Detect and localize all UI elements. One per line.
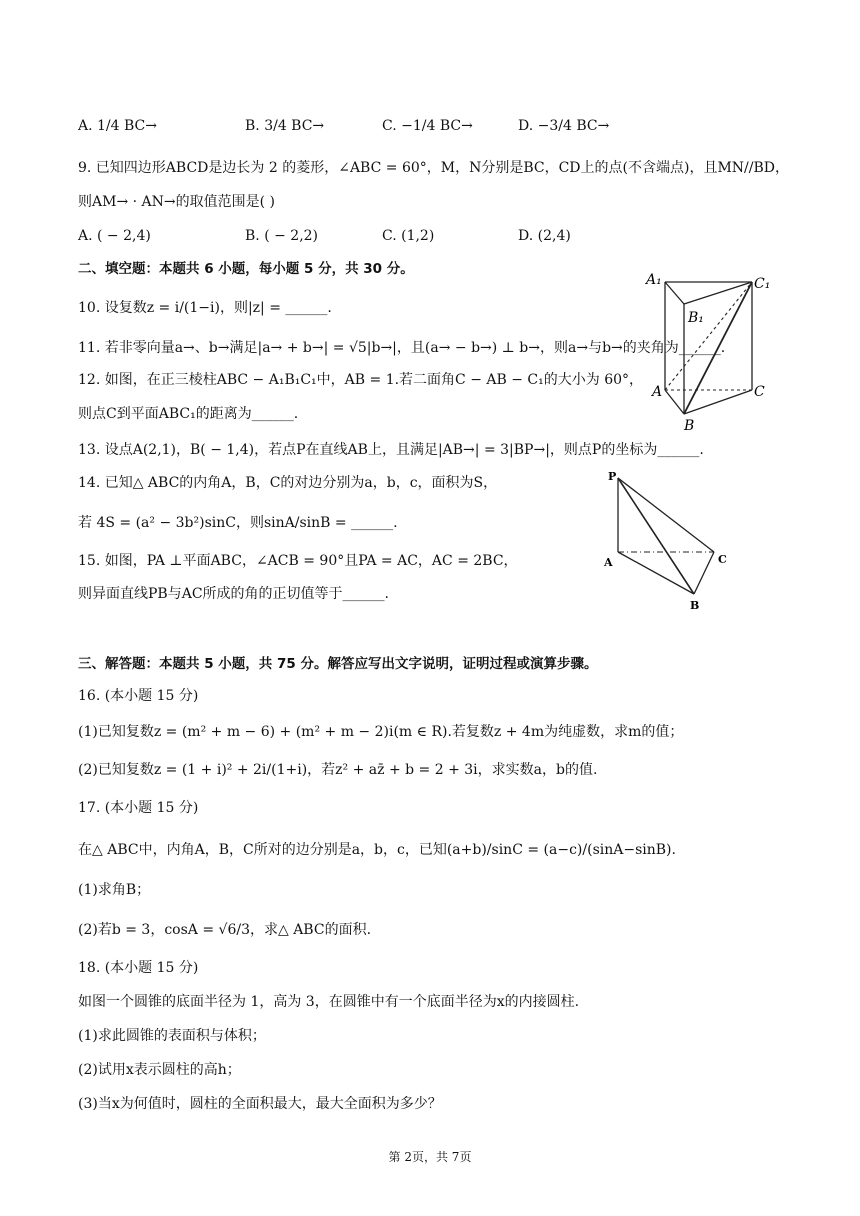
label-c: C	[718, 553, 727, 566]
q18-stem: 如图一个圆锥的底面半径为 1，高为 3，在圆锥中有一个底面半径为x的内接圆柱.	[78, 994, 580, 1010]
q14-line2: 若 4S = (a² − 3b²)sinC，则sinA/sinB = ______.	[78, 515, 398, 531]
label-a1: A₁	[646, 272, 662, 288]
page-footer: 第 2页，共 7页	[388, 1150, 472, 1164]
pyramid-figure	[596, 466, 746, 616]
section3-heading: 三、解答题：本题共 5 小题，共 75 分。解答应写出文字说明，证明过程或演算步骤。	[78, 656, 598, 672]
q9-line2: 则AM→ · AN→的取值范围是( )	[78, 194, 275, 210]
label-a: A	[652, 384, 663, 400]
label-a: A	[604, 556, 613, 569]
label-p: P	[608, 470, 617, 483]
prism-figure	[640, 262, 780, 434]
q18-title: 18. (本小题 15 分)	[78, 960, 199, 976]
edge-b-c	[694, 552, 714, 594]
q17-title: 17. (本小题 15 分)	[78, 800, 199, 816]
edge-p-c	[618, 478, 714, 552]
q9-option-b: B. ( − 2,2)	[245, 228, 319, 244]
q12-line1: 12. 如图，在正三棱柱ABC − A₁B₁C₁中，AB = 1.若二面角C − AB − C₁的大小为 60°，	[78, 372, 644, 388]
q9-option-d: D. (2,4)	[518, 228, 571, 244]
q17-part1: (1)求角B；	[78, 882, 151, 898]
q9-option-c: C. (1,2)	[382, 228, 435, 244]
label-c: C	[754, 384, 765, 400]
q16-title: 16. (本小题 15 分)	[78, 688, 199, 704]
edge-a-b	[665, 390, 684, 414]
label-b: B	[690, 599, 700, 612]
q17-stem: 在△ ABC中，内角A，B，C所对的边分别是a，b，c，已知(a+b)/sinC = (a−c)/(sinA−sinB).	[78, 842, 676, 858]
q8-option-a: A. 1/4 BC→	[78, 118, 157, 134]
q8-option-c: C. −1/4 BC→	[382, 118, 473, 134]
q16-part2: (2)已知复数z = (1 + i)² + 2i/(1+i)，若z² + az̄ + b = 2 + 3i，求实数a，b的值.	[78, 762, 598, 778]
label-b: B	[684, 418, 695, 434]
label-c1: C₁	[754, 276, 771, 292]
q17-part2: (2)若b = 3，cosA = √6/3，求△ ABC的面积.	[78, 922, 372, 938]
q10: 10. 设复数z = i/(1−i)，则|z| = ______.	[78, 300, 332, 316]
edge-a-b	[618, 552, 694, 594]
q11: 11. 若非零向量a→、b→满足|a→ + b→| = √5|b→|，且(a→ − b→) ⊥ b→，则a→与b→的夹角为______.	[78, 340, 726, 356]
edge-p-b	[618, 478, 694, 594]
edge-a1-b1	[665, 282, 684, 304]
q18-part1: (1)求此圆锥的表面积与体积；	[78, 1028, 266, 1044]
q13: 13. 设点A(2,1)，B( − 1,4)，若点P在直线AB上，且满足|AB→| = 3|BP→|，则点P的坐标为______.	[78, 442, 704, 458]
q18-part3: (3)当x为何值时，圆柱的全面积最大，最大全面积为多少？	[78, 1096, 442, 1112]
q12-line2: 则点C到平面ABC₁的距离为______.	[78, 406, 299, 422]
q9-line1: 9. 已知四边形ABCD是边长为 2 的菱形，∠ABC = 60°，M，N分别是BC，CD上的点(不含端点)，且MN//BD，	[78, 160, 789, 176]
q15-line2: 则异面直线PB与AC所成的角的正切值等于______.	[78, 586, 389, 602]
q16-part1: (1)已知复数z = (m² + m − 6) + (m² + m − 2)i(m ∈ R).若复数z + 4m为纯虚数，求m的值；	[78, 724, 684, 740]
q15-line1: 15. 如图，PA ⊥平面ABC，∠ACB = 90°且PA = AC，AC = 2BC，	[78, 553, 518, 569]
q9-option-a: A. ( − 2,4)	[78, 228, 151, 244]
q18-part2: (2)试用x表示圆柱的高h；	[78, 1062, 241, 1078]
edge-a-c1-hidden	[665, 282, 752, 390]
q8-option-b: B. 3/4 BC→	[245, 118, 325, 134]
q8-option-d: D. −3/4 BC→	[518, 118, 610, 134]
label-b1: B₁	[688, 310, 704, 326]
q14-line1: 14. 已知△ ABC的内角A，B，C的对边分别为a，b，c，面积为S，	[78, 475, 498, 491]
section2-heading: 二、填空题：本题共 6 小题，每小题 5 分，共 30 分。	[78, 261, 414, 277]
